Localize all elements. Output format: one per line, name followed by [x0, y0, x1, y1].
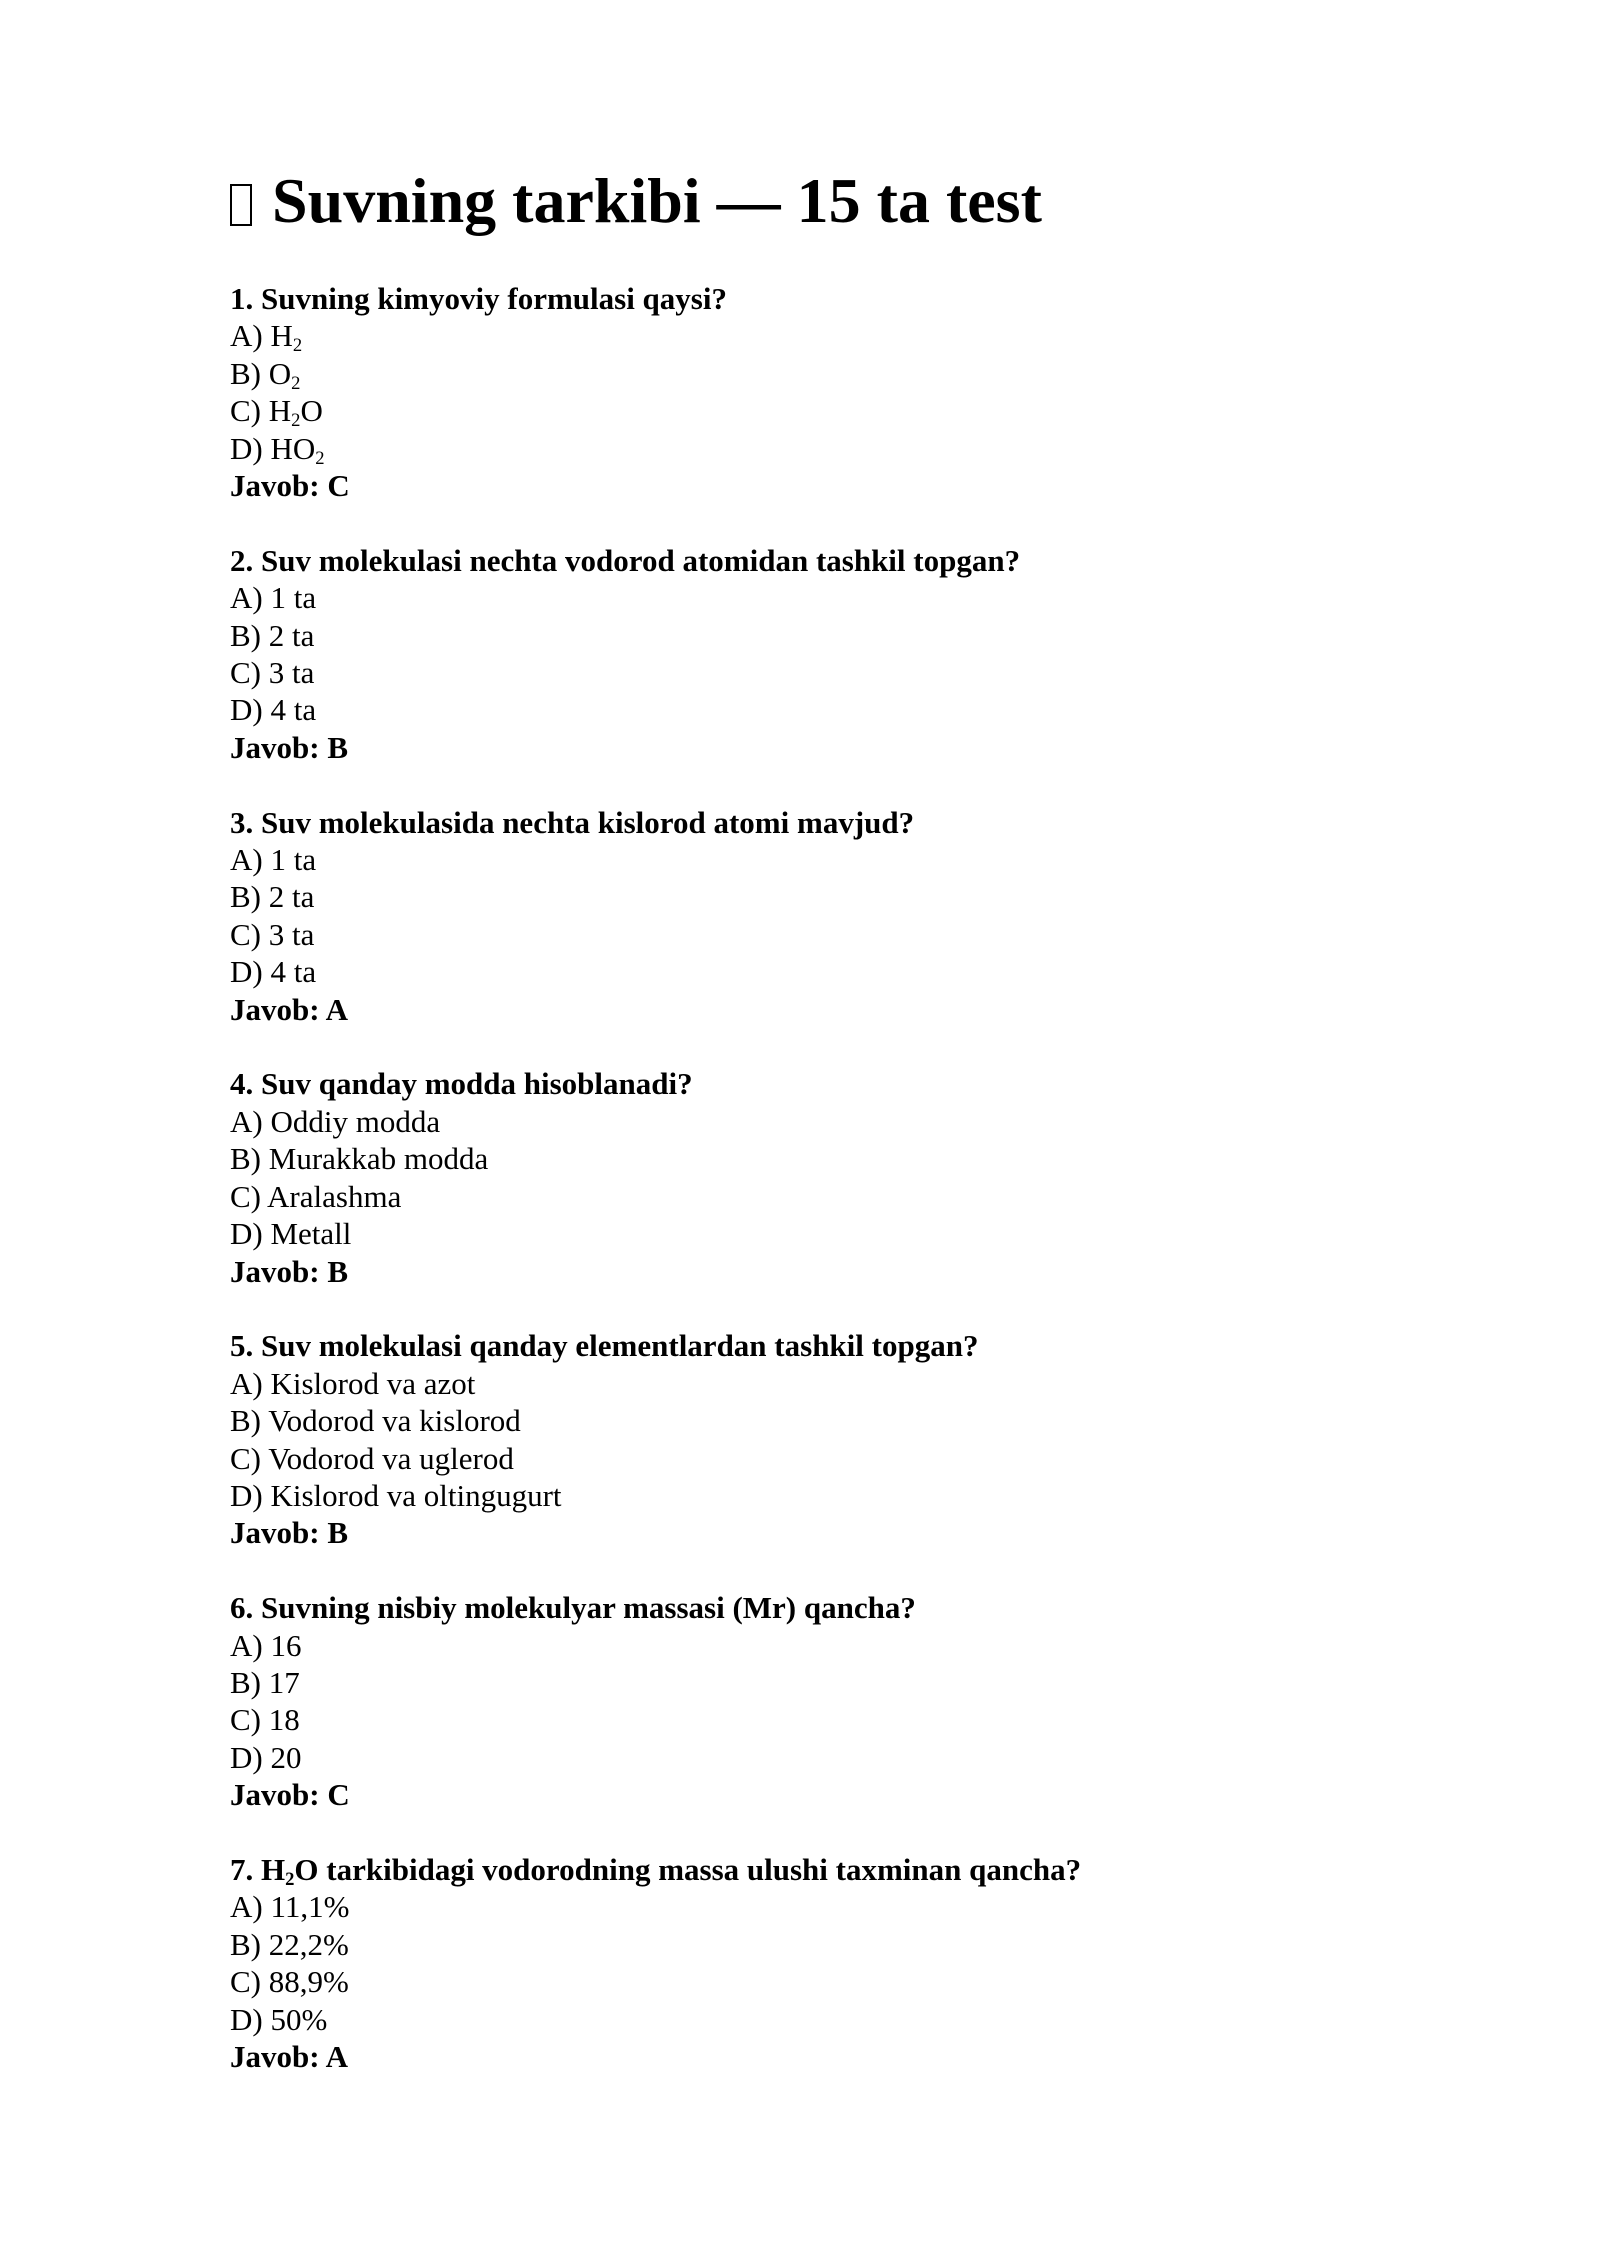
option-a — [230, 1103, 1430, 1140]
question-number: 6. — [230, 1590, 254, 1626]
option-text: 1 ta — [270, 842, 317, 878]
option-b — [230, 1402, 1430, 1439]
option-text: Kislorod va oltingugurt — [270, 1477, 562, 1513]
question-label: Suv molekulasi nechta vodorod atomidan tashkil topgan? — [261, 542, 1021, 578]
option-b — [230, 355, 1430, 395]
option-c — [230, 1963, 1430, 2000]
option-text: 3 ta — [268, 916, 315, 952]
answer-line: Javob: C — [230, 1777, 350, 1813]
question-number: 3. — [230, 804, 254, 840]
option-text: 1 ta — [270, 580, 317, 616]
option-letter: A) — [230, 842, 263, 878]
option-c — [230, 1440, 1430, 1477]
option-text: 11,1% — [270, 1889, 350, 1925]
option-text: 3 ta — [268, 655, 315, 691]
option-c — [230, 1178, 1430, 1215]
option-text: Murakkab modda — [268, 1141, 489, 1177]
formula-base: H — [261, 1851, 286, 1887]
option-text: 88,9% — [268, 1964, 349, 2000]
formula-subscript: 2 — [291, 373, 301, 395]
option-letter: D) — [230, 430, 263, 466]
question-2 — [230, 542, 1430, 766]
formula-subscript: 2 — [291, 410, 301, 432]
option-b — [230, 1926, 1430, 1963]
option-letter: C) — [230, 1440, 261, 1476]
option-letter: B) — [230, 355, 261, 391]
formula-base: HO — [270, 430, 316, 466]
option-text: Kislorod va azot — [270, 1365, 476, 1401]
option-letter: C) — [230, 916, 261, 952]
formula-suffix: O — [300, 393, 323, 429]
option-c — [230, 916, 1430, 953]
question-7 — [230, 1851, 1430, 2075]
document-page — [230, 160, 1430, 2113]
option-d — [230, 691, 1430, 728]
question-label: Suv qanday modda hisoblanadi? — [261, 1066, 693, 1102]
question-label: Suv molekulasida nechta kislorod atomi mavjud? — [261, 804, 915, 840]
question-label: Suv molekulasi qanday elementlardan tashkil topgan? — [261, 1328, 979, 1364]
answer-line: Javob: A — [230, 991, 348, 1027]
option-letter: A) — [230, 1627, 263, 1663]
question-label: Suvning nisbiy molekulyar massasi (Mr) qancha? — [261, 1590, 916, 1626]
formula-base: H — [268, 393, 292, 429]
option-d — [230, 1477, 1430, 1514]
option-a — [230, 841, 1430, 878]
option-letter: B) — [230, 879, 261, 915]
option-text: Vodorod va uglerod — [268, 1440, 514, 1476]
question-text — [230, 280, 1430, 317]
option-a — [230, 1888, 1430, 1925]
option-d — [230, 1215, 1430, 1252]
formula-subscript: 2 — [315, 447, 325, 469]
option-b — [230, 1664, 1430, 1701]
answer-line: Javob: C — [230, 468, 350, 504]
option-text: 18 — [268, 1702, 300, 1738]
option-text: Metall — [270, 1216, 352, 1252]
question-text — [230, 1851, 1430, 1891]
option-letter: B) — [230, 1403, 261, 1439]
option-a — [230, 579, 1430, 616]
page-title-text: Suvning tarkibi — 15 ta test — [272, 165, 1042, 236]
option-letter: A) — [230, 1365, 263, 1401]
answer-line: Javob: B — [230, 1515, 348, 1551]
option-text: 2 ta — [268, 617, 315, 653]
option-letter: D) — [230, 954, 263, 990]
option-letter: D) — [230, 2001, 263, 2037]
question-number: 7. — [230, 1851, 254, 1887]
option-text: Vodorod va kislorod — [268, 1403, 521, 1439]
question-3 — [230, 804, 1430, 1028]
option-letter: A) — [230, 1103, 263, 1139]
question-5 — [230, 1327, 1430, 1551]
question-text — [230, 542, 1430, 579]
option-text: 22,2% — [268, 1926, 349, 1962]
option-text: 17 — [268, 1664, 300, 1700]
page-title — [230, 160, 1430, 242]
question-number: 5. — [230, 1328, 254, 1364]
option-letter: D) — [230, 692, 263, 728]
option-a — [230, 317, 1430, 357]
question-label: Suvning kimyoviy formulasi qaysi? — [261, 281, 727, 316]
question-1 — [230, 280, 1430, 504]
option-text: 2 ta — [268, 879, 315, 915]
option-letter: D) — [230, 1477, 263, 1513]
option-c — [230, 392, 1430, 432]
option-text: Aralashma — [267, 1178, 402, 1214]
answer-line: Javob: B — [230, 729, 348, 765]
option-letter: C) — [230, 1702, 261, 1738]
question-number: 4. — [230, 1066, 254, 1102]
option-letter: C) — [230, 655, 261, 691]
question-text — [230, 1589, 1430, 1626]
question-text — [230, 804, 1430, 841]
option-text: Oddiy modda — [270, 1103, 441, 1139]
option-d — [230, 1739, 1430, 1776]
option-letter: D) — [230, 1216, 263, 1252]
option-letter: C) — [230, 1178, 261, 1214]
option-letter: B) — [230, 1664, 261, 1700]
option-c — [230, 1701, 1430, 1738]
option-d — [230, 953, 1430, 990]
option-text: 20 — [270, 1739, 302, 1775]
formula-subscript: 2 — [285, 1869, 295, 1891]
question-text — [230, 1327, 1430, 1364]
option-b — [230, 878, 1430, 915]
option-letter: A) — [230, 318, 263, 354]
question-4 — [230, 1065, 1430, 1289]
option-letter: A) — [230, 580, 263, 616]
question-6 — [230, 1589, 1430, 1813]
option-text: 16 — [270, 1627, 302, 1663]
option-d — [230, 430, 1430, 467]
formula-base: H — [270, 318, 293, 354]
option-text: 4 ta — [270, 954, 317, 990]
option-a — [230, 1365, 1430, 1402]
option-a — [230, 1627, 1430, 1664]
formula-subscript: 2 — [292, 335, 303, 357]
question-label: O tarkibidagi vodorodning massa ulushi taxminan qancha? — [294, 1851, 1082, 1887]
option-d — [230, 2001, 1430, 2038]
option-text: 4 ta — [270, 692, 317, 728]
formula-base: O — [268, 355, 292, 391]
option-b — [230, 1140, 1430, 1177]
option-c — [230, 654, 1430, 691]
question-number: 1. — [230, 281, 254, 316]
missing-glyph-icon — [230, 184, 252, 226]
answer-line: Javob: A — [230, 2039, 348, 2074]
option-letter: C) — [230, 393, 261, 429]
option-letter: C) — [230, 1964, 261, 2000]
option-letter: B) — [230, 617, 261, 653]
answer-line: Javob: B — [230, 1253, 348, 1289]
option-letter: B) — [230, 1926, 261, 1962]
question-text — [230, 1065, 1430, 1102]
option-text: 50% — [270, 2001, 328, 2037]
option-letter: A) — [230, 1889, 263, 1925]
option-b — [230, 617, 1430, 654]
question-number: 2. — [230, 542, 254, 578]
option-letter: D) — [230, 1739, 263, 1775]
option-letter: B) — [230, 1141, 261, 1177]
